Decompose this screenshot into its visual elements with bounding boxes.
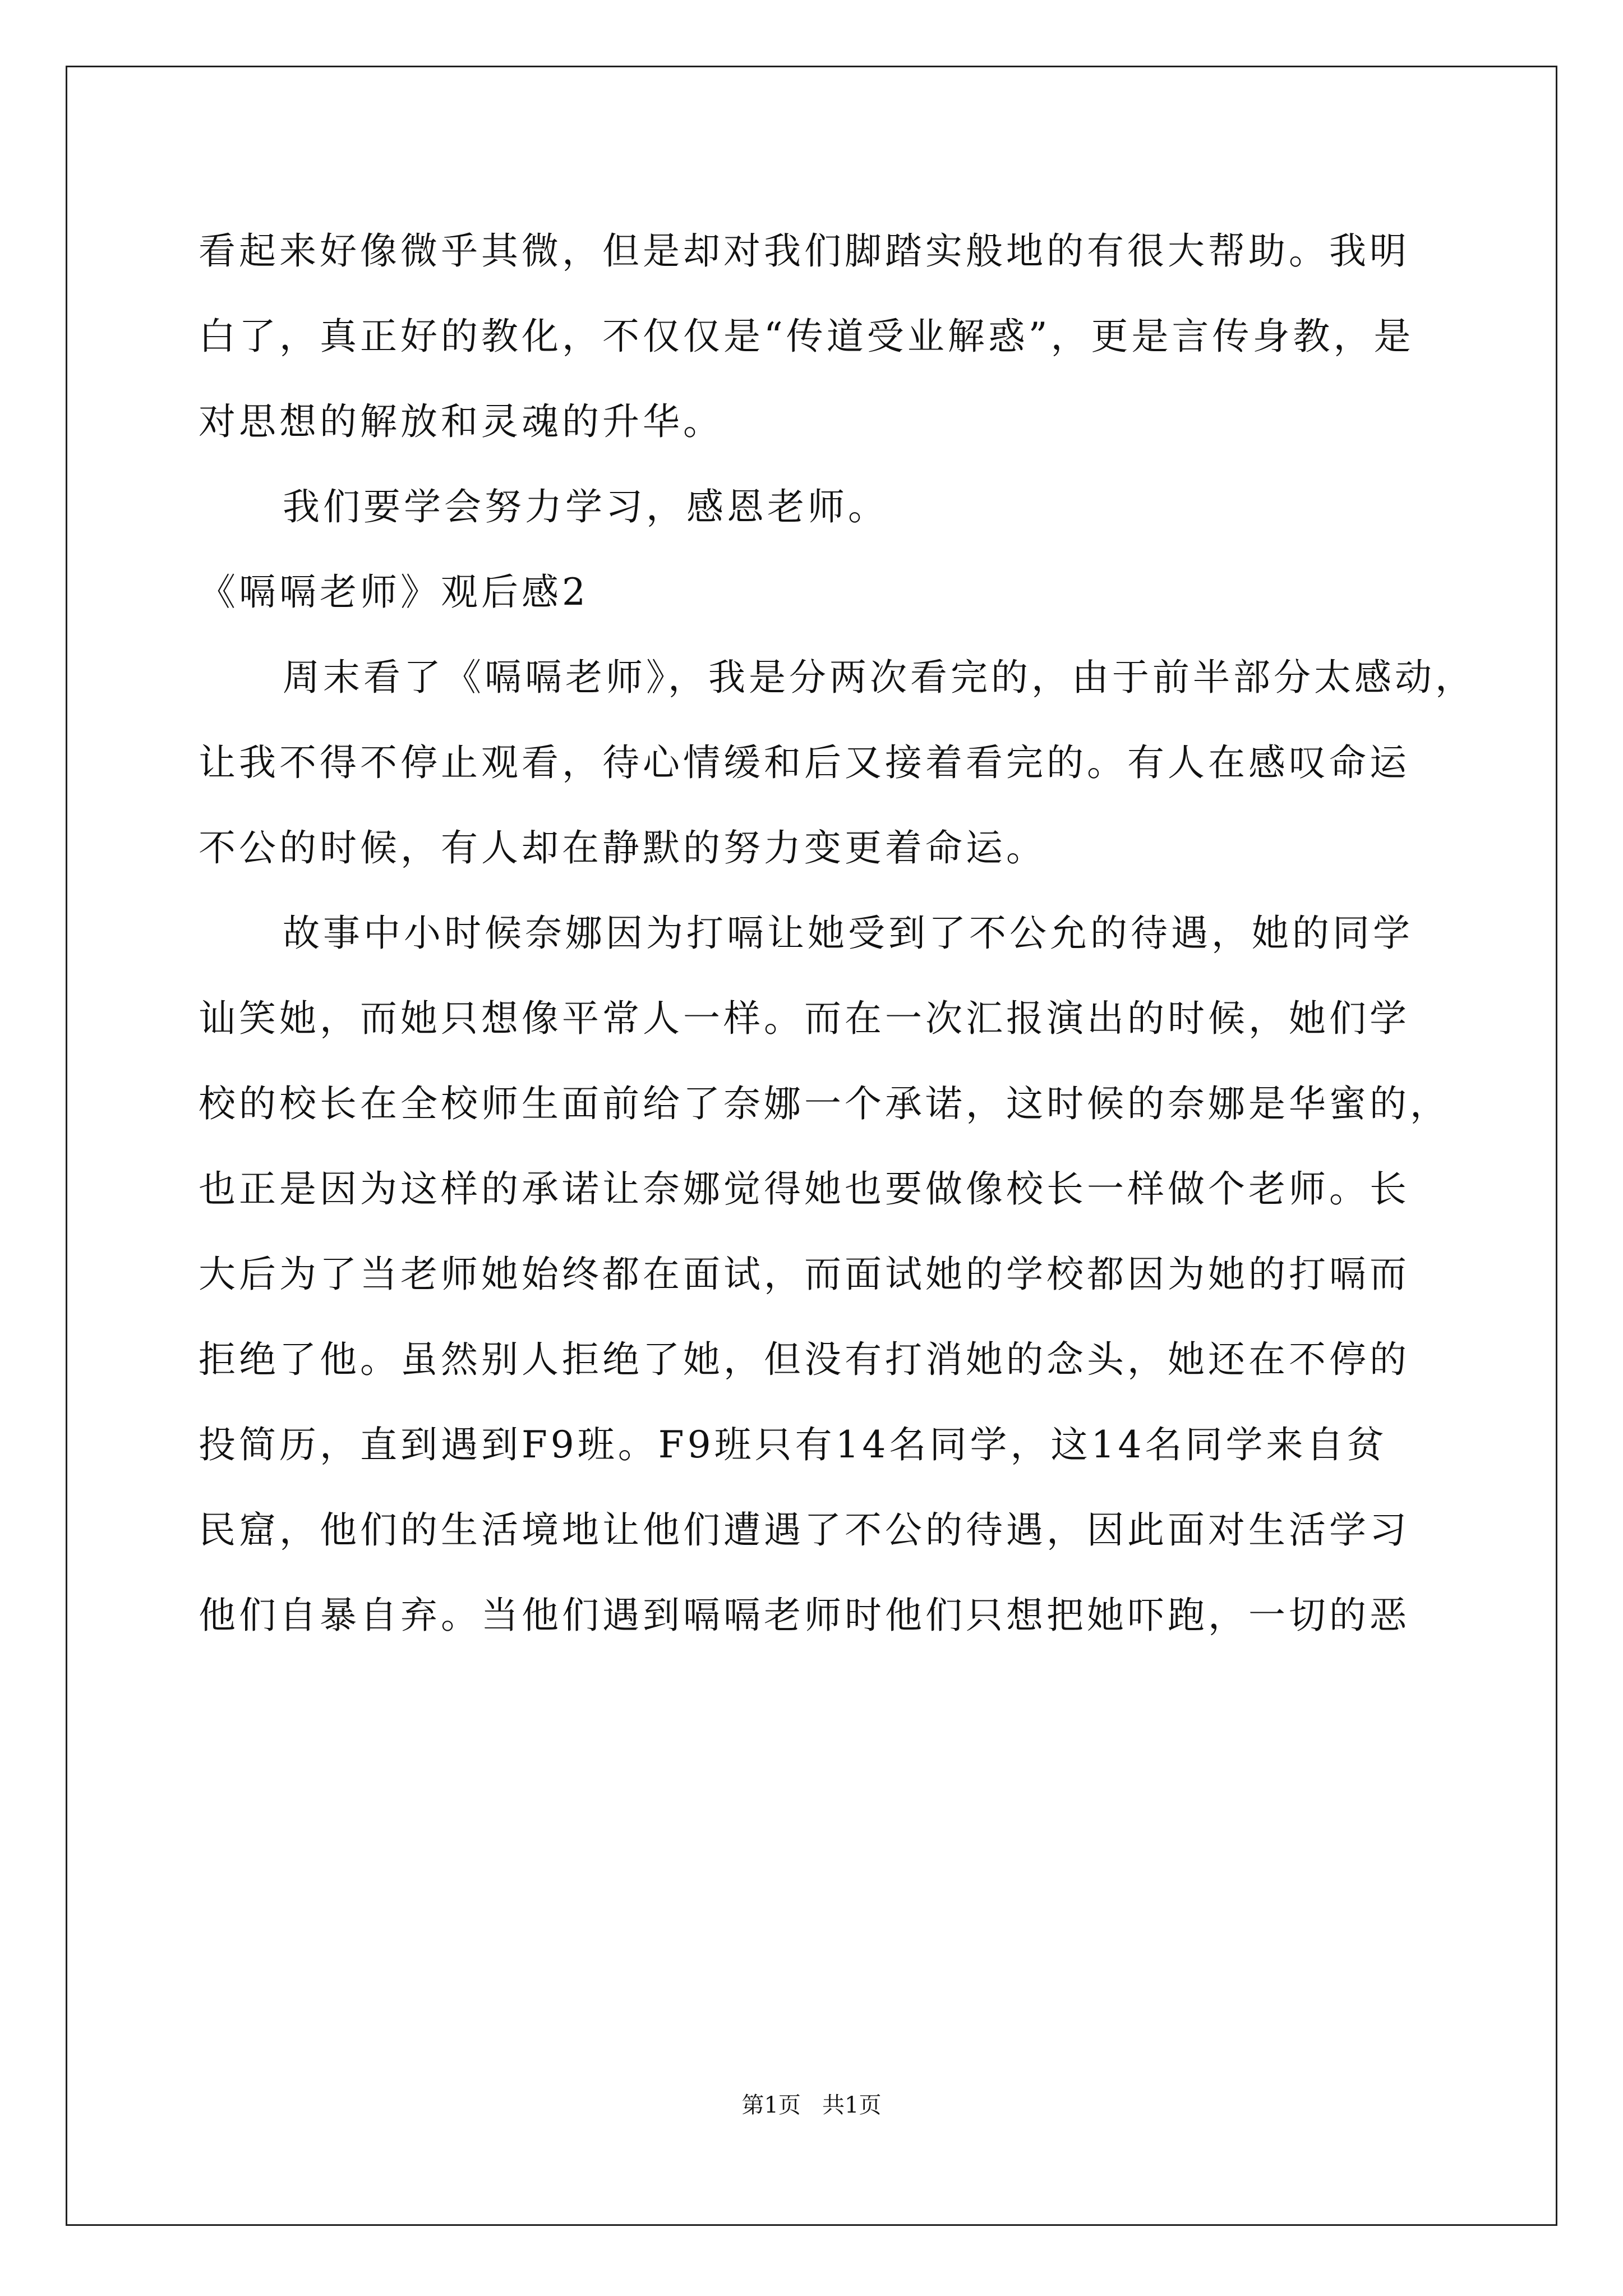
paragraph-line: 我们要学会努力学习，感恩老师。 — [283, 485, 888, 528]
body-line: 讪笑她，而她只想像平常人一样。而在一次汇报演出的时候，她们学 — [199, 997, 1410, 1040]
paragraph-line: 故事中小时候奈娜因为打嗝让她受到了不公允的待遇，她的同学 — [283, 912, 1413, 955]
body-line: 不公的时候，有人却在静默的努力变更着命运。 — [199, 826, 1046, 869]
section-heading: 《嗝嗝老师》观后感2 — [199, 570, 589, 614]
body-line: 看起来好像微乎其微，但是却对我们脚踏实般地的有很大帮助。我明 — [199, 229, 1410, 273]
body-line: 拒绝了他。虽然别人拒绝了她，但没有打消她的念头，她还在不停的 — [199, 1338, 1410, 1381]
body-line: 白了，真正好的教化，不仅仅是“传道受业解惑”，更是言传身教，是 — [199, 315, 1414, 358]
body-line: 对思想的解放和灵魂的升华。 — [199, 400, 723, 443]
body-line: 也正是因为这样的承诺让奈娜觉得她也要做像校长一样做个老师。长 — [199, 1167, 1410, 1211]
document-body — [199, 209, 1476, 1658]
body-line: 民窟，他们的生活境地让他们遭遇了不公的待遇，因此面对生活学习 — [199, 1508, 1410, 1552]
body-line: 他们自暴自弃。当他们遇到嗝嗝老师时他们只想把她吓跑，一切的恶 — [199, 1594, 1410, 1637]
body-line: 校的校长在全校师生面前给了奈娜一个承诺，这时候的奈娜是华蜜的， — [199, 1082, 1450, 1125]
paragraph-line: 周末看了《嗝嗝老师》，我是分两次看完的，由于前半部分太感动， — [283, 656, 1476, 699]
body-line: 让我不得不停止观看，待心情缓和后又接着看完的。有人在感叹命运 — [199, 741, 1410, 784]
page-footer: 第1页 共1页 — [741, 2092, 882, 2118]
body-line: 大后为了当老师她始终都在面试，而面试她的学校都因为她的打嗝而 — [199, 1253, 1410, 1296]
body-line: 投简历，直到遇到F9班。F9班只有14名同学，这14名同学来自贫 — [199, 1423, 1387, 1466]
